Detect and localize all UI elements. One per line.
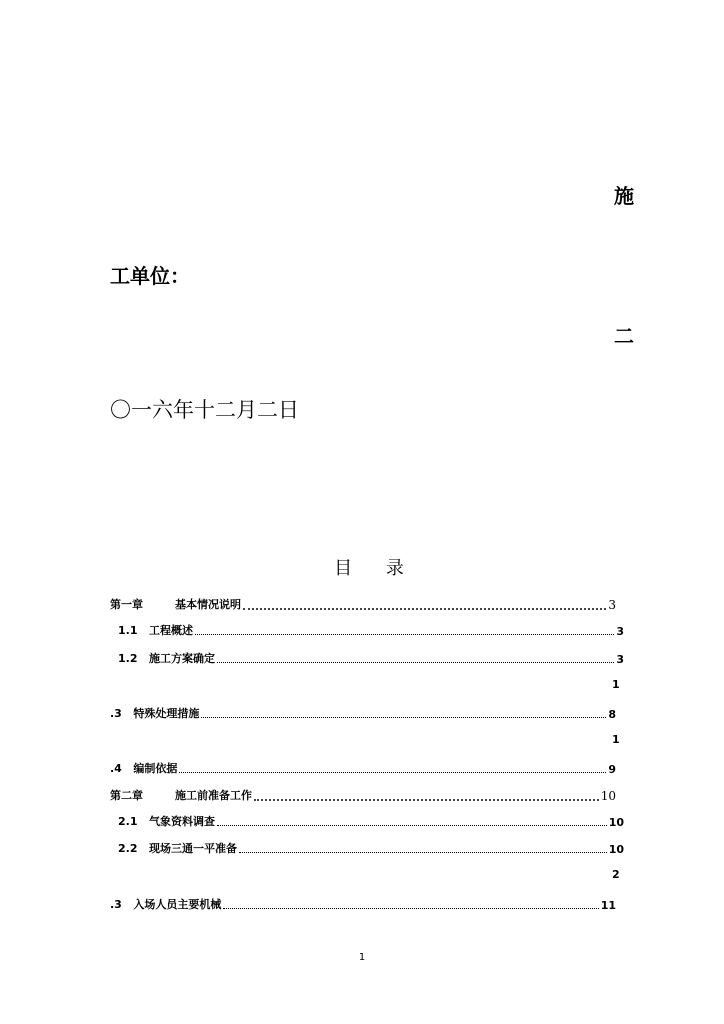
toc-entry-2-2[interactable] xyxy=(110,840,624,856)
toc-entry-text: 工程概述 xyxy=(149,624,193,637)
page-number-footer: 1 xyxy=(358,952,366,963)
cover-line-1: 施 xyxy=(614,184,634,208)
toc-entry-page: 3 xyxy=(608,598,616,612)
toc-entry-1-3[interactable] xyxy=(110,705,616,721)
toc-leader-dots xyxy=(239,851,607,853)
toc-entry-text: 施工方案确定 xyxy=(149,652,215,665)
toc-entry-page: 10 xyxy=(600,789,616,803)
toc-entry-1-2[interactable] xyxy=(110,650,624,666)
toc-title: 目 录 xyxy=(334,558,418,579)
toc-leader-dots xyxy=(223,907,598,909)
toc-entry-number: 1.2 xyxy=(118,652,138,665)
cover-date: 〇一六年十二月二日 xyxy=(110,398,299,422)
toc-entry-page: 3 xyxy=(616,653,624,666)
toc-entry-page: 10 xyxy=(608,816,624,829)
toc-entry-wrap-prefix: 1 xyxy=(612,733,620,746)
toc-entry-page: 9 xyxy=(608,763,616,776)
toc-entry-text: 编制依据 xyxy=(133,762,178,775)
toc-entry-1-4[interactable] xyxy=(110,760,616,776)
cover-line-3: 二 xyxy=(614,324,634,348)
toc-entry-chapter-2[interactable] xyxy=(110,787,616,803)
toc-entry-number: 2.1 xyxy=(118,815,138,828)
toc-leader-dots xyxy=(254,798,599,801)
toc-entry-number: .3 xyxy=(110,898,122,911)
toc-entry-text: 入场人员主要机械 xyxy=(133,898,222,911)
toc-entry-page: 10 xyxy=(608,843,624,856)
toc-entry-wrap-prefix: 1 xyxy=(612,678,620,691)
toc-entry-1-1[interactable] xyxy=(110,622,624,638)
toc-leader-dots xyxy=(217,661,614,663)
toc-entry-text: 气象资料调查 xyxy=(149,815,215,828)
toc-leader-dots xyxy=(179,771,606,773)
toc-entry-text: 施工前准备工作 xyxy=(175,789,252,802)
toc-entry-number: .3 xyxy=(110,707,122,720)
toc-entry-page: 8 xyxy=(608,708,616,721)
toc-entry-number: 1.1 xyxy=(118,624,138,637)
toc-entry-text: 基本情况说明 xyxy=(175,598,241,611)
toc-leader-dots xyxy=(217,824,607,826)
toc-entry-page: 3 xyxy=(616,625,624,638)
toc-entry-number: 第一章 xyxy=(110,598,143,611)
toc-entry-text: 特殊处理措施 xyxy=(133,707,200,720)
toc-entry-number: .4 xyxy=(110,762,122,775)
toc-entry-wrap-prefix: 2 xyxy=(612,868,620,881)
toc-entry-number: 第二章 xyxy=(110,789,143,802)
toc-entry-2-3[interactable] xyxy=(110,896,616,912)
toc-leader-dots xyxy=(243,607,606,610)
toc-leader-dots xyxy=(201,716,606,718)
toc-entry-number: 2.2 xyxy=(118,842,138,855)
toc-entry-text: 现场三通一平准备 xyxy=(149,842,237,855)
toc-entry-2-1[interactable] xyxy=(110,813,624,829)
toc-entry-page: 11 xyxy=(600,899,616,912)
toc-entry-chapter-1[interactable] xyxy=(110,596,616,612)
toc-leader-dots xyxy=(195,633,614,635)
cover-construction-unit: 工单位： xyxy=(110,264,190,288)
